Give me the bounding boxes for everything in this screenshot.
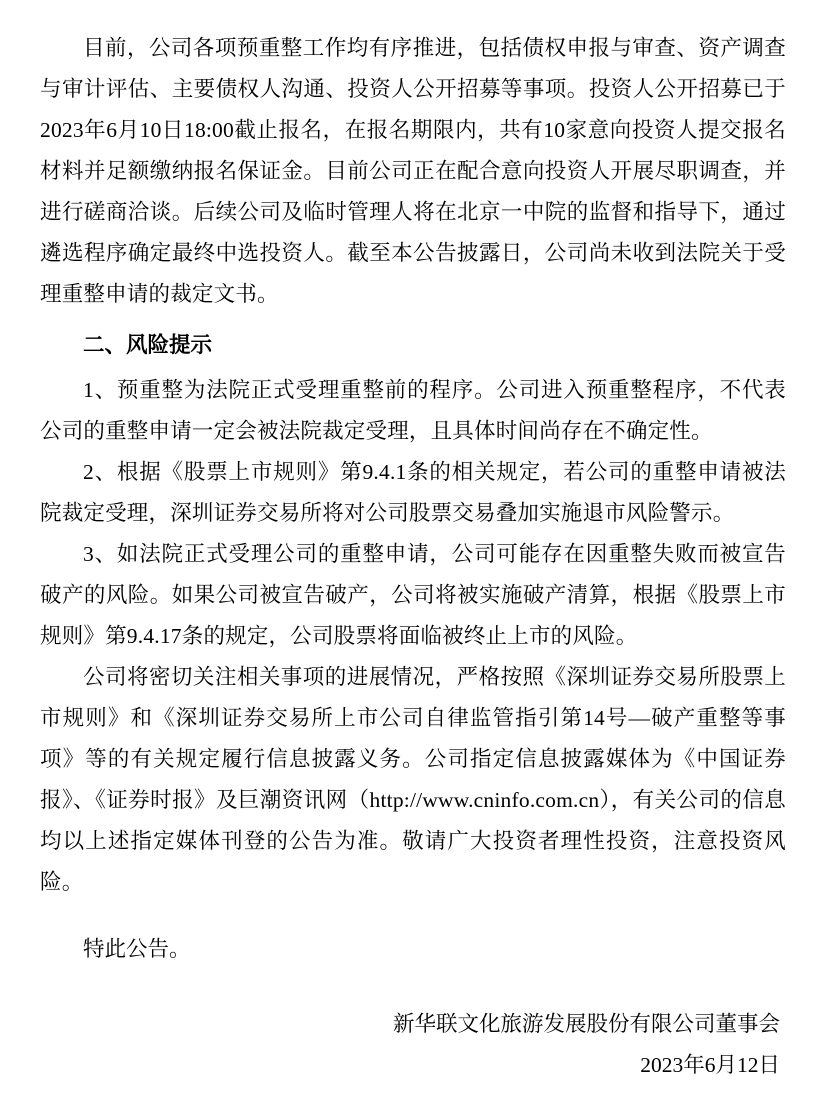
disclosure-paragraph: 公司将密切关注相关事项的进展情况，严格按照《深圳证券交易所股票上市规则》和《深圳证券交易所上市公司自律监管指引第14号—破产重整等事项》等的有关规定履行信息披露义务。公司指定信息披露媒体为《中国证券报》、《证券时报》及巨潮资讯网（http://www.cninfo.com.cn），有关公司的信息均以上述指定媒体刊登的公告为准。敬请广大投资者理性投资，注意投资风险。 <box>40 665 786 894</box>
progress-paragraph: 目前，公司各项预重整工作均有序推进，包括债权申报与审查、资产调查与审计评估、主要债权人沟通、投资人公开招募等事项。投资人公开招募已于2023年6月10日18:00截止报名，在报名期限内，共有10家意向投资人提交报名材料并足额缴纳报名保证金。目前公司正在配合意向投资人开展尽职调查，并进行磋商洽谈。后续公司及临时管理人将在北京一中院的监督和指导下，通过遴选程序确定最终中选投资人。截至本公告披露日，公司尚未收到法院关于受理重整申请的裁定文书。 <box>40 36 786 306</box>
paragraph-spacer <box>40 903 786 929</box>
signature-company: 新华联文化旅游发展股份有限公司董事会 <box>392 1012 780 1036</box>
risk-item-1: 1、预重整为法院正式受理重整前的程序。公司进入预重整程序，不代表公司的重整申请一定会被法院裁定受理，且具体时间尚存在不确定性。 <box>40 378 786 443</box>
section-heading-risk: 二、风险提示 <box>83 333 213 357</box>
signature-date: 2023年6月12日 <box>640 1053 780 1077</box>
closing-notice: 特此公告。 <box>83 937 191 961</box>
signature-block <box>40 1004 786 1086</box>
risk-item-3: 3、如法院正式受理公司的重整申请，公司可能存在因重整失败而被宣告破产的风险。如果公司被宣告破产，公司将被实施破产清算，根据《股票上市规则》第9.4.17条的规定，公司股票将面临被终止上市的风险。 <box>40 542 786 648</box>
risk-item-2: 2、根据《股票上市规则》第9.4.1条的相关规定，若公司的重整申请被法院裁定受理，深圳证券交易所将对公司股票交易叠加实施退市风险警示。 <box>40 460 786 525</box>
